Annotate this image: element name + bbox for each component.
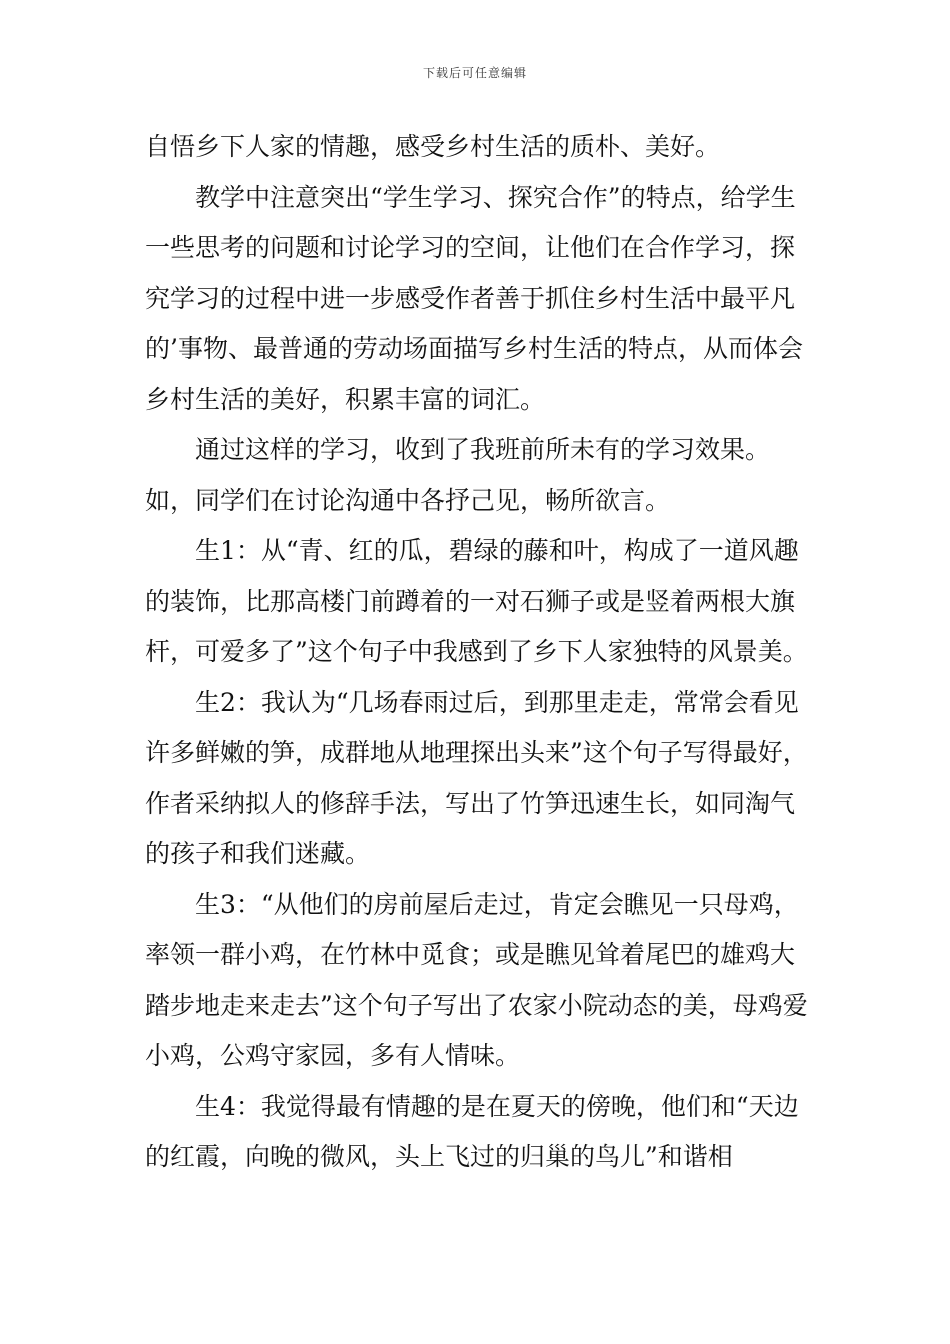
paragraph-continuation: 自悟乡下人家的情趣，感受乡村生活的质朴、美好。 bbox=[145, 132, 721, 161]
paragraph-student-1: 生1：从“青、红的瓜，碧绿的藤和叶，构成了一道风趣的装饰，比那高楼门前蹲着的一对石狮子或是竖着两根大旗杆，可爱多了”这个句子中我感到了乡下人家独特的风景美。 bbox=[145, 536, 808, 666]
paragraph-teaching-focus: 教学中注意突出“学生学习、探究合作”的特点，给学生一些思考的问题和讨论学习的空间，让他们在合作学习，探究学习的过程中进一步感受作者善于抓住乡村生活中最平凡的’事物、最普通的劳动场面描写乡村生活的特点，从而体会乡村生活的美好，积累丰富的词汇。 bbox=[145, 182, 803, 414]
paragraph-student-3: 生3：“从他们的房前屋后走过，肯定会瞧见一只母鸡，率领一群小鸡，在竹林中觅食；或是瞧见耸着尾巴的雄鸡大踏步地走来走去”这个句子写出了农家小院动态的美，母鸡爱小鸡，公鸡守家园，多有人情味。 bbox=[145, 889, 808, 1070]
paragraph-student-4: 生4：我觉得最有情趣的是在夏天的傍晚，他们和“天边的红霞，向晚的微风，头上飞过的归巢的鸟儿”和谐相 bbox=[145, 1091, 799, 1171]
page-header: 下载后可任意编辑 bbox=[422, 66, 527, 80]
document-body bbox=[145, 122, 815, 1183]
paragraph-learning-effect: 通过这样的学习，收到了我班前所未有的学习效果。如，同学们在讨论沟通中各抒己见，畅所欲言。 bbox=[145, 435, 771, 515]
paragraph-student-2: 生2：我认为“几场春雨过后，到那里走走，常常会看见许多鲜嫩的笋，成群地从地理探出头来”这个句子写得最好，作者采纳拟人的修辞手法，写出了竹笋迅速生长，如同淘气的孩子和我们迷藏。 bbox=[145, 687, 808, 868]
